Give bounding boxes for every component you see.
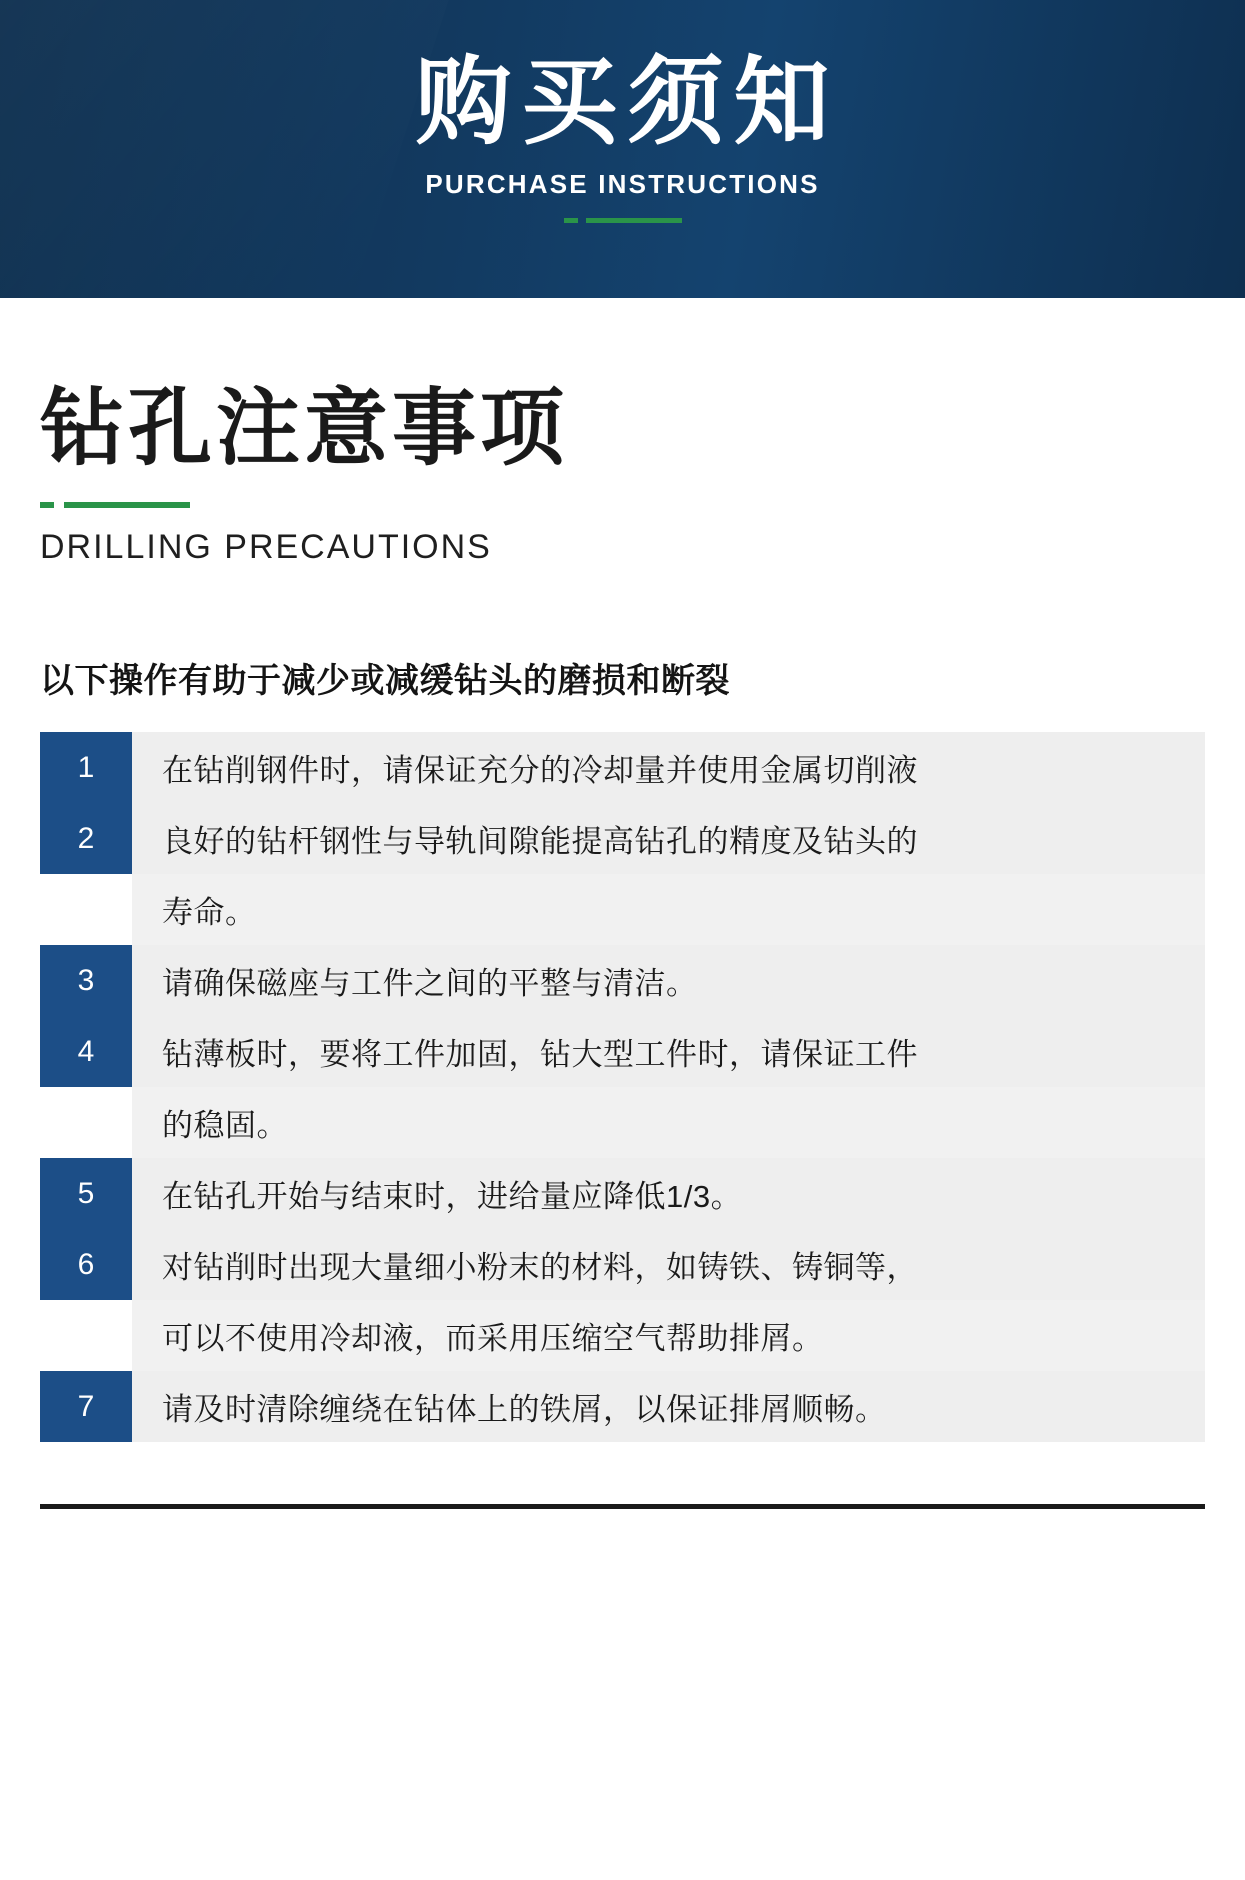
divider-dash-short bbox=[40, 502, 54, 508]
row-number: 3 bbox=[40, 945, 132, 1016]
banner-content bbox=[0, 46, 1245, 223]
row-number: 2 bbox=[40, 803, 132, 874]
row-number: 4 bbox=[40, 1016, 132, 1087]
section-divider bbox=[40, 502, 190, 508]
section-title: 钻孔注意事项 bbox=[40, 379, 569, 477]
divider-dash-long bbox=[64, 502, 190, 508]
row-text: 钻薄板时，要将工件加固，钻大型工件时，请保证工件 bbox=[132, 1016, 1205, 1087]
row-text: 在钻孔开始与结束时，进给量应降低1/3。 bbox=[132, 1158, 1205, 1229]
drilling-precautions-section bbox=[0, 379, 1245, 1442]
banner-title: 购买须知 bbox=[415, 46, 840, 158]
row-number-blank bbox=[40, 1087, 132, 1158]
section-subtitle: DRILLING PRECAUTIONS bbox=[40, 528, 492, 567]
table-row bbox=[40, 1016, 1205, 1087]
table-row bbox=[40, 1371, 1205, 1442]
row-number-blank bbox=[40, 874, 132, 945]
table-row bbox=[40, 1087, 1205, 1158]
row-text: 在钻削钢件时，请保证充分的冷却量并使用金属切削液 bbox=[132, 732, 1205, 803]
row-text: 良好的钻杆钢性与导轨间隙能提高钻孔的精度及钻头的 bbox=[132, 803, 1205, 874]
row-text: 的稳固。 bbox=[132, 1087, 1205, 1158]
table-row bbox=[40, 803, 1205, 874]
table-row bbox=[40, 1158, 1205, 1229]
table-row bbox=[40, 732, 1205, 803]
row-text: 可以不使用冷却液，而采用压缩空气帮助排屑。 bbox=[132, 1300, 1205, 1371]
row-number: 1 bbox=[40, 732, 132, 803]
divider-dash-short bbox=[564, 218, 578, 223]
table-row bbox=[40, 874, 1205, 945]
row-text: 对钻削时出现大量细小粉末的材料，如铸铁、铸铜等， bbox=[132, 1229, 1205, 1300]
divider-dash-long bbox=[586, 218, 682, 223]
bottom-divider bbox=[40, 1504, 1205, 1509]
row-number: 7 bbox=[40, 1371, 132, 1442]
banner-divider bbox=[564, 218, 682, 223]
purchase-instructions-banner bbox=[0, 0, 1245, 298]
precautions-list bbox=[40, 732, 1205, 1442]
row-text: 请确保磁座与工件之间的平整与清洁。 bbox=[132, 945, 1205, 1016]
row-number: 5 bbox=[40, 1158, 132, 1229]
banner-subtitle: PURCHASE INSTRUCTIONS bbox=[425, 168, 820, 199]
row-number-blank bbox=[40, 1300, 132, 1371]
row-text: 请及时清除缠绕在钻体上的铁屑，以保证排屑顺畅。 bbox=[132, 1371, 1205, 1442]
row-number: 6 bbox=[40, 1229, 132, 1300]
section-lead-text: 以下操作有助于减少或减缓钻头的磨损和断裂 bbox=[40, 662, 730, 701]
table-row bbox=[40, 1300, 1205, 1371]
row-text: 寿命。 bbox=[132, 874, 1205, 945]
table-row bbox=[40, 1229, 1205, 1300]
table-row bbox=[40, 945, 1205, 1016]
